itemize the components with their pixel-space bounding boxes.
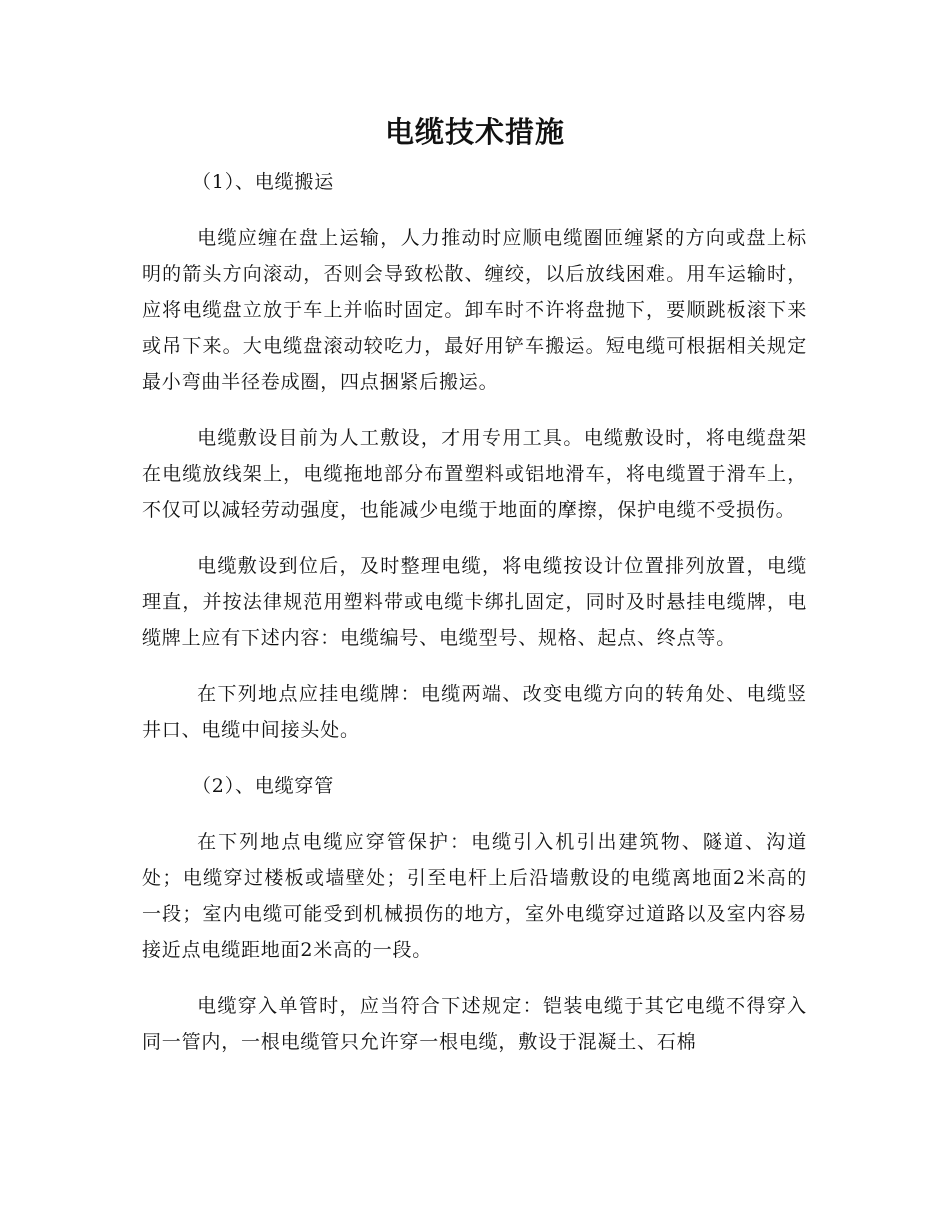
paragraph-conduit-locations: 在下列地点电缆应穿管保护：电缆引入机引出建筑物、隧道、沟道处；电缆穿过楼板或墙壁处；引至电杆上后沿墙敷设的电缆离地面2米高的一段；室内电缆可能受到机械损伤的地方，室外电缆穿过道路以及室内容易接近点电缆距地面2米高的一段。	[142, 831, 807, 961]
document-body	[142, 164, 807, 1080]
paragraph-cable-laying: 电缆敷设目前为人工敷设，才用专用工具。电缆敷设时，将电缆盘架在电缆放线架上，电缆拖地部分布置塑料或铝地滑车，将电缆置于滑车上，不仅可以减轻劳动强度，也能减少电缆于地面的摩擦，保护电缆不受损伤。	[142, 427, 807, 521]
paragraph-cable-arrangement: 电缆敷设到位后，及时整理电缆，将电缆按设计位置排列放置，电缆理直，并按法律规范用塑料带或电缆卡绑扎固定，同时及时悬挂电缆牌，电缆牌上应有下述内容：电缆编号、电缆型号、规格、起点、终点等。	[142, 555, 807, 649]
paragraph-cable-transport: 电缆应缠在盘上运输，人力推动时应顺电缆圈匝缠紧的方向或盘上标明的箭头方向滚动，否则会导致松散、缠绞，以后放线困难。用车运输时，应将电缆盘立放于车上并临时固定。卸车时不许将盘抛下，要顺跳板滚下来或吊下来。大电缆盘滚动较吃力，最好用铲车搬运。短电缆可根据相关规定最小弯曲半径卷成圈，四点捆紧后搬运。	[142, 227, 807, 393]
paragraph-cable-tags: 在下列地点应挂电缆牌：电缆两端、改变电缆方向的转角处、电缆竖井口、电缆中间接头处。	[142, 683, 807, 741]
section-heading-2: （2）、电缆穿管	[192, 775, 334, 797]
section-heading-1: （1）、电缆搬运	[192, 171, 334, 193]
paragraph-single-conduit-rules: 电缆穿入单管时，应当符合下述规定：铠装电缆于其它电缆不得穿入同一管内，一根电缆管只允许穿一根电缆，敷设于混凝土、石棉	[142, 995, 807, 1053]
page-title: 电缆技术措施	[384, 115, 565, 149]
